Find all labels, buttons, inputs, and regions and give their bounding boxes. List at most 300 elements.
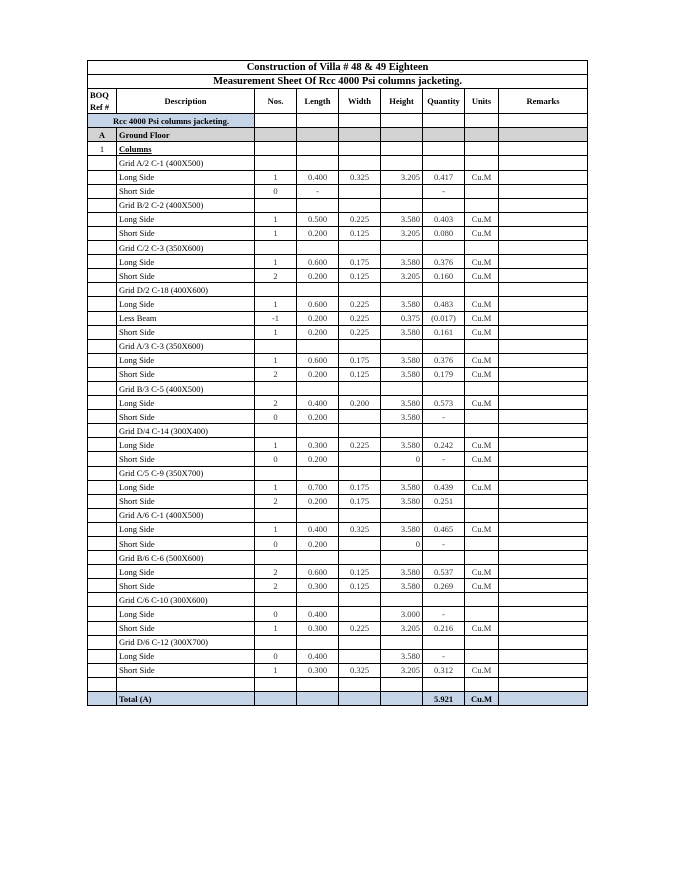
remarks-cell <box>499 438 588 452</box>
quantity-cell: 0.465 <box>423 522 465 536</box>
length-cell: 0.200 <box>297 494 339 508</box>
total-label: Total (A) <box>117 692 255 706</box>
remarks-cell <box>499 452 588 466</box>
width-cell: 0.125 <box>339 269 381 283</box>
length-cell: 0.300 <box>297 438 339 452</box>
quantity-cell: 0.160 <box>423 269 465 283</box>
grid-description: Grid B/2 C-2 (400X500) <box>117 198 255 212</box>
width-cell: 0.225 <box>339 621 381 635</box>
width-cell: 0.125 <box>339 367 381 381</box>
table-row <box>88 353 588 367</box>
grid-heading-row <box>88 381 588 395</box>
quantity-cell: 0.376 <box>423 353 465 367</box>
col-header-boq-ref <box>88 89 117 114</box>
width-cell <box>339 184 381 198</box>
width-cell: 0.325 <box>339 663 381 677</box>
project-title-row <box>88 61 588 75</box>
column-header-row <box>88 89 588 114</box>
table-row <box>88 537 588 551</box>
height-cell: 3.580 <box>381 255 423 269</box>
table-row <box>88 410 588 424</box>
empty-cell <box>297 692 339 706</box>
units-cell <box>465 494 499 508</box>
quantity-cell <box>423 241 465 255</box>
nos-cell: 1 <box>255 170 297 184</box>
nos-cell: 1 <box>255 353 297 367</box>
remarks-cell <box>499 367 588 381</box>
boq-ref-cell <box>88 649 117 663</box>
boq-ref-cell <box>88 367 117 381</box>
quantity-cell: 0.161 <box>423 325 465 339</box>
nos-cell: 1 <box>255 255 297 269</box>
length-cell: 0.600 <box>297 255 339 269</box>
empty-cell <box>381 128 423 142</box>
quantity-cell: 0.417 <box>423 170 465 184</box>
grid-description: Grid D/2 C-18 (400X600) <box>117 283 255 297</box>
length-cell: 0.600 <box>297 565 339 579</box>
length-cell <box>297 466 339 480</box>
table-row <box>88 226 588 240</box>
table-row <box>88 579 588 593</box>
units-cell <box>465 607 499 621</box>
quantity-cell: - <box>423 537 465 551</box>
grid-heading-row <box>88 283 588 297</box>
empty-cell <box>339 142 381 156</box>
nos-cell <box>255 198 297 212</box>
col-header-remarks: Remarks <box>499 89 588 114</box>
height-cell: 3.580 <box>381 325 423 339</box>
grid-description: Grid B/3 C-5 (400X500) <box>117 381 255 395</box>
length-cell: 0.300 <box>297 663 339 677</box>
remarks-cell <box>499 424 588 438</box>
remarks-cell <box>499 649 588 663</box>
boq-ref-cell <box>88 283 117 297</box>
remarks-cell <box>499 480 588 494</box>
height-cell <box>381 156 423 170</box>
boq-ref-cell <box>88 156 117 170</box>
width-cell: 0.325 <box>339 170 381 184</box>
grid-heading-row <box>88 339 588 353</box>
height-cell: 3.580 <box>381 649 423 663</box>
height-cell: 0 <box>381 537 423 551</box>
remarks-cell <box>499 381 588 395</box>
nos-cell <box>255 593 297 607</box>
nos-cell <box>255 508 297 522</box>
length-cell: 0.200 <box>297 410 339 424</box>
nos-cell: 1 <box>255 325 297 339</box>
height-cell: 3.580 <box>381 212 423 226</box>
length-cell: 0.300 <box>297 579 339 593</box>
item-description: Short Side <box>117 452 255 466</box>
boq-ref-cell <box>88 635 117 649</box>
quantity-cell: - <box>423 184 465 198</box>
total-row <box>88 692 588 706</box>
width-cell <box>339 649 381 663</box>
units-cell <box>465 184 499 198</box>
remarks-cell <box>499 621 588 635</box>
nos-cell: 1 <box>255 226 297 240</box>
empty-cell <box>297 128 339 142</box>
remarks-cell <box>499 255 588 269</box>
group-title: Ground Floor <box>117 128 255 142</box>
table-row <box>88 621 588 635</box>
boq-ref-cell <box>88 226 117 240</box>
table-row <box>88 663 588 677</box>
height-cell: 3.205 <box>381 226 423 240</box>
boq-ref-cell <box>88 607 117 621</box>
length-cell: 0.400 <box>297 396 339 410</box>
remarks-cell <box>499 269 588 283</box>
units-cell <box>465 649 499 663</box>
units-cell <box>465 593 499 607</box>
height-cell <box>381 241 423 255</box>
height-cell: 3.580 <box>381 579 423 593</box>
units-cell: Cu.M <box>465 565 499 579</box>
measurement-sheet-table <box>87 60 588 706</box>
empty-cell <box>423 142 465 156</box>
height-cell: 3.580 <box>381 367 423 381</box>
grid-description: Grid C/5 C-9 (350X700) <box>117 466 255 480</box>
item-description: Less Beam <box>117 311 255 325</box>
units-cell: Cu.M <box>465 170 499 184</box>
quantity-cell <box>423 283 465 297</box>
empty-cell <box>465 142 499 156</box>
grid-heading-row <box>88 198 588 212</box>
width-cell: 0.225 <box>339 311 381 325</box>
nos-cell: 0 <box>255 649 297 663</box>
nos-cell: 1 <box>255 663 297 677</box>
grid-heading-row <box>88 508 588 522</box>
boq-ref-cell <box>88 410 117 424</box>
boq-ref-cell <box>88 522 117 536</box>
table-row <box>88 396 588 410</box>
group-ref: 1 <box>88 142 117 156</box>
nos-cell: 1 <box>255 297 297 311</box>
remarks-cell <box>499 170 588 184</box>
height-cell <box>381 424 423 438</box>
table-row <box>88 367 588 381</box>
width-cell: 0.175 <box>339 480 381 494</box>
boq-ref-cell <box>88 537 117 551</box>
item-description: Short Side <box>117 537 255 551</box>
boq-ref-cell <box>88 466 117 480</box>
nos-cell <box>255 241 297 255</box>
boq-ref-cell <box>88 269 117 283</box>
empty-cell <box>339 692 381 706</box>
item-description: Long Side <box>117 396 255 410</box>
units-cell: Cu.M <box>465 579 499 593</box>
quantity-cell: 0.483 <box>423 297 465 311</box>
units-cell <box>465 283 499 297</box>
height-cell <box>381 198 423 212</box>
units-cell <box>465 537 499 551</box>
units-cell <box>465 424 499 438</box>
nos-cell: 2 <box>255 579 297 593</box>
grid-description: Grid A/6 C-1 (400X500) <box>117 508 255 522</box>
units-cell: Cu.M <box>465 212 499 226</box>
empty-cell <box>255 677 297 691</box>
quantity-cell: 0.403 <box>423 212 465 226</box>
boq-ref-cell <box>88 593 117 607</box>
length-cell: 0.600 <box>297 297 339 311</box>
units-cell: Cu.M <box>465 522 499 536</box>
width-cell: 0.200 <box>339 396 381 410</box>
item-description: Long Side <box>117 255 255 269</box>
quantity-cell <box>423 339 465 353</box>
boq-ref-cell <box>88 339 117 353</box>
grid-heading-row <box>88 635 588 649</box>
height-cell: 3.580 <box>381 396 423 410</box>
boq-ref-cell <box>88 325 117 339</box>
remarks-cell <box>499 226 588 240</box>
width-cell: 0.225 <box>339 438 381 452</box>
item-description: Short Side <box>117 410 255 424</box>
item-description: Short Side <box>117 579 255 593</box>
height-cell: 3.580 <box>381 480 423 494</box>
units-cell: Cu.M <box>465 452 499 466</box>
width-cell: 0.125 <box>339 226 381 240</box>
empty-cell <box>297 142 339 156</box>
quantity-cell: 0.242 <box>423 438 465 452</box>
quantity-cell: 0.269 <box>423 579 465 593</box>
project-title: Construction of Villa # 48 & 49 Eighteen <box>88 61 588 75</box>
height-cell <box>381 635 423 649</box>
width-cell <box>339 466 381 480</box>
remarks-cell <box>499 156 588 170</box>
height-cell: 0.375 <box>381 311 423 325</box>
empty-cell <box>255 128 297 142</box>
boq-ref-cell <box>88 353 117 367</box>
boq-ref-cell <box>88 494 117 508</box>
nos-cell: 1 <box>255 522 297 536</box>
length-cell <box>297 381 339 395</box>
item-description: Short Side <box>117 663 255 677</box>
grid-heading-row <box>88 424 588 438</box>
nos-cell <box>255 283 297 297</box>
table-row <box>88 607 588 621</box>
boq-ref-cell <box>88 579 117 593</box>
length-cell <box>297 283 339 297</box>
boq-ref-cell <box>88 452 117 466</box>
empty-cell <box>339 677 381 691</box>
empty-cell <box>339 114 381 128</box>
height-cell <box>381 466 423 480</box>
quantity-cell: - <box>423 410 465 424</box>
col-header-height: Height <box>381 89 423 114</box>
units-cell <box>465 508 499 522</box>
boq-ref-label-line: Ref # <box>90 102 110 113</box>
grid-heading-row <box>88 156 588 170</box>
quantity-cell: 0.216 <box>423 621 465 635</box>
empty-cell <box>499 677 588 691</box>
remarks-cell <box>499 551 588 565</box>
height-cell: 3.580 <box>381 353 423 367</box>
remarks-cell <box>499 212 588 226</box>
length-cell <box>297 241 339 255</box>
quantity-cell: 0.179 <box>423 367 465 381</box>
remarks-cell <box>499 663 588 677</box>
width-cell <box>339 241 381 255</box>
length-cell: 0.400 <box>297 522 339 536</box>
width-cell: 0.125 <box>339 565 381 579</box>
quantity-cell: (0.017) <box>423 311 465 325</box>
width-cell <box>339 508 381 522</box>
height-cell: 3.580 <box>381 522 423 536</box>
units-cell: Cu.M <box>465 226 499 240</box>
units-cell <box>465 241 499 255</box>
remarks-cell <box>499 198 588 212</box>
empty-cell <box>88 677 117 691</box>
item-description: Long Side <box>117 480 255 494</box>
boq-ref-cell <box>88 551 117 565</box>
width-cell: 0.325 <box>339 522 381 536</box>
grid-heading-row <box>88 593 588 607</box>
width-cell <box>339 381 381 395</box>
boq-ref-cell <box>88 508 117 522</box>
units-cell: Cu.M <box>465 255 499 269</box>
height-cell: 3.205 <box>381 621 423 635</box>
item-description: Short Side <box>117 367 255 381</box>
grid-heading-row <box>88 466 588 480</box>
units-cell: Cu.M <box>465 353 499 367</box>
remarks-cell <box>499 184 588 198</box>
empty-cell <box>297 114 339 128</box>
grid-description: Grid A/3 C-3 (350X600) <box>117 339 255 353</box>
empty-cell <box>423 128 465 142</box>
width-cell <box>339 156 381 170</box>
grid-description: Grid D/4 C-14 (300X400) <box>117 424 255 438</box>
item-description: Long Side <box>117 297 255 311</box>
item-description: Short Side <box>117 184 255 198</box>
remarks-cell <box>499 311 588 325</box>
length-cell: 0.400 <box>297 170 339 184</box>
boq-ref-cell <box>88 438 117 452</box>
item-description: Long Side <box>117 170 255 184</box>
width-cell: 0.225 <box>339 325 381 339</box>
height-cell: 3.000 <box>381 607 423 621</box>
table-row <box>88 311 588 325</box>
quantity-cell <box>423 381 465 395</box>
group-title: Columns <box>117 142 255 156</box>
width-cell: 0.225 <box>339 212 381 226</box>
width-cell <box>339 410 381 424</box>
length-cell: 0.200 <box>297 367 339 381</box>
item-description: Short Side <box>117 269 255 283</box>
height-cell: 3.580 <box>381 438 423 452</box>
units-cell <box>465 198 499 212</box>
units-cell: Cu.M <box>465 480 499 494</box>
length-cell: 0.400 <box>297 649 339 663</box>
boq-ref-cell <box>88 621 117 635</box>
boq-ref-label-line: BOQ <box>90 90 109 101</box>
nos-cell: 0 <box>255 410 297 424</box>
sheet-title-row <box>88 75 588 89</box>
length-cell <box>297 635 339 649</box>
nos-cell <box>255 339 297 353</box>
width-cell <box>339 551 381 565</box>
nos-cell: 1 <box>255 621 297 635</box>
width-cell: 0.175 <box>339 494 381 508</box>
units-cell: Cu.M <box>465 311 499 325</box>
quantity-cell: 0.251 <box>423 494 465 508</box>
empty-cell <box>465 677 499 691</box>
height-cell: 3.580 <box>381 410 423 424</box>
table-row <box>88 212 588 226</box>
table-row <box>88 438 588 452</box>
quantity-cell <box>423 635 465 649</box>
height-cell: 3.205 <box>381 170 423 184</box>
nos-cell <box>255 551 297 565</box>
quantity-cell <box>423 156 465 170</box>
units-cell: Cu.M <box>465 396 499 410</box>
length-cell: 0.700 <box>297 480 339 494</box>
total-units: Cu.M <box>465 692 499 706</box>
nos-cell: 0 <box>255 184 297 198</box>
quantity-cell <box>423 593 465 607</box>
table-row <box>88 649 588 663</box>
empty-cell <box>381 677 423 691</box>
width-cell <box>339 452 381 466</box>
quantity-cell <box>423 551 465 565</box>
remarks-cell <box>499 297 588 311</box>
group-ref: A <box>88 128 117 142</box>
length-cell <box>297 156 339 170</box>
units-cell: Cu.M <box>465 367 499 381</box>
units-cell: Cu.M <box>465 297 499 311</box>
width-cell: 0.125 <box>339 579 381 593</box>
remarks-cell <box>499 522 588 536</box>
table-row <box>88 297 588 311</box>
width-cell <box>339 635 381 649</box>
units-cell: Cu.M <box>465 621 499 635</box>
nos-cell: 1 <box>255 438 297 452</box>
table-row <box>88 494 588 508</box>
remarks-cell <box>499 508 588 522</box>
width-cell <box>339 339 381 353</box>
nos-cell: 1 <box>255 480 297 494</box>
table-row <box>88 522 588 536</box>
col-header-length: Length <box>297 89 339 114</box>
table-row <box>88 325 588 339</box>
empty-cell <box>423 114 465 128</box>
empty-cell <box>339 128 381 142</box>
empty-cell <box>423 677 465 691</box>
item-description: Long Side <box>117 353 255 367</box>
quantity-cell: - <box>423 452 465 466</box>
height-cell: 3.580 <box>381 297 423 311</box>
length-cell: 0.200 <box>297 537 339 551</box>
table-row <box>88 269 588 283</box>
quantity-cell: 0.080 <box>423 226 465 240</box>
empty-cell <box>381 692 423 706</box>
sheet-title: Measurement Sheet Of Rcc 4000 Psi columns jacketing. <box>88 75 588 89</box>
remarks-cell <box>499 579 588 593</box>
table-row <box>88 255 588 269</box>
grid-description: Grid A/2 C-1 (400X500) <box>117 156 255 170</box>
quantity-cell: 0.439 <box>423 480 465 494</box>
grid-description: Grid C/2 C-3 (350X600) <box>117 241 255 255</box>
height-cell <box>381 184 423 198</box>
remarks-cell <box>499 593 588 607</box>
nos-cell: 0 <box>255 452 297 466</box>
nos-cell: 2 <box>255 565 297 579</box>
nos-cell: -1 <box>255 311 297 325</box>
length-cell <box>297 551 339 565</box>
quantity-cell: 0.537 <box>423 565 465 579</box>
spacer-row <box>88 677 588 691</box>
height-cell: 3.580 <box>381 565 423 579</box>
item-description: Long Side <box>117 438 255 452</box>
